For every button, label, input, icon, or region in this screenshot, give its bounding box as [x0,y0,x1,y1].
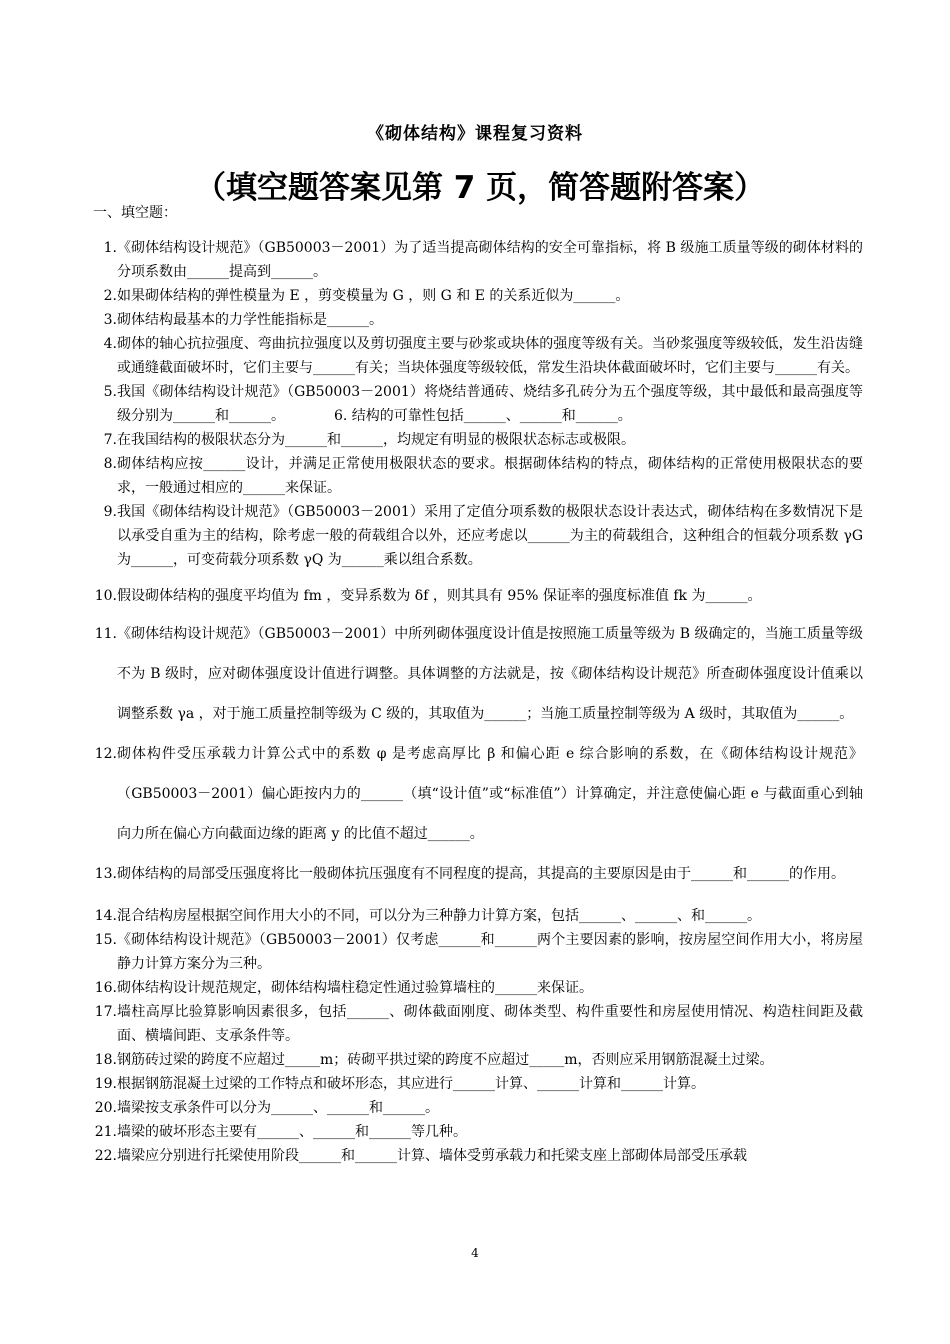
question-number: 9. [103,504,117,520]
question-text: 砌体的轴心抗拉强度、弯曲抗拉强度以及剪切强度主要与砂浆或块体的强度等级有关。当砂浆强度等级较低，发生沿齿缝或通缝截面破坏时，它们主要与______有关；当块体强度等级较低，常发生沿块体截面破坏时，它们主要与______有关。 [117,336,863,376]
question-text: 砌体结构应按______设计，并满足正常使用极限状态的要求。根据砌体结构的特点，砌体结构的正常使用极限状态的要求，一般通过相应的______来保证。 [117,456,863,496]
question-item [93,428,863,452]
question-text: 砌体结构设计规范规定，砌体结构墙柱稳定性通过验算墙柱的______来保证。 [117,980,593,996]
question-item [93,452,863,500]
question-item [93,1000,863,1048]
question-number: 2. [103,288,117,304]
question-number: 17. [94,1004,117,1020]
question-item [93,1120,863,1144]
question-text: 《砌体结构设计规范》（GB50003－2001）为了适当提高砌体结构的安全可靠指标，将 B 级施工质量等级的砌体材料的分项系数由______提高到______。 [117,240,863,280]
question-text: 砌体结构的局部受压强度将比一般砌体抗压强度有不同程度的提高，其提高的主要原因是由于______和______的作用。 [117,866,845,882]
question-item [93,1072,863,1096]
question-item [93,1144,863,1168]
question-item [93,614,863,734]
question-number: 19. [94,1076,117,1092]
question-number: 21. [94,1124,117,1140]
question-text: 如果砌体结构的弹性模量为 E ，剪变模量为 G ，则 G 和 E 的关系近似为______。 [117,288,630,304]
question-number: 15. [94,932,117,948]
page-number: 4 [471,1246,479,1260]
question-number: 4. [103,336,117,352]
question-item [93,308,863,332]
question-item [93,904,863,928]
question-text: 混合结构房屋根据空间作用大小的不同，可以分为三种静力计算方案，包括______、______、和______。 [117,908,761,924]
question-number: 10. [94,588,117,604]
question-item [93,578,863,614]
question-item [93,1096,863,1120]
question-item [93,284,863,308]
question-item [93,332,863,380]
question-number: 7. [103,432,117,448]
question-text: 钢筋砖过梁的跨度不应超过_____m；砖砌平拱过梁的跨度不应超过_____m，否则应采用钢筋混凝土过梁。 [117,1052,774,1068]
question-number: 20. [94,1100,117,1116]
question-text: 在我国结构的极限状态分为______和______，均规定有明显的极限状态标志或极限。 [117,432,635,448]
question-number: 14. [94,908,117,924]
question-text: 我国《砌体结构设计规范》（GB50003－2001）将烧结普通砖、烧结多孔砖分为五个强度等级，其中最低和最高强度等级分别为______和______。 6. 结构的可靠性包括______、______和______。 [117,384,863,424]
question-text: 我国《砌体结构设计规范》（GB50003－2001）采用了定值分项系数的极限状态设计表达式，砌体结构在多数情况下是以承受自重为主的结构，除考虑一般的荷载组合以外，还应考虑以______为主的荷载组合，这种组合的恒载分项系数 γG 为______，可变荷载分项系数 γQ 为______乘以组合系数。 [117,504,863,568]
question-list [93,236,863,1168]
question-text: 墙梁的破坏形态主要有______、______和______等几种。 [117,1124,467,1140]
question-text: 《砌体结构设计规范》（GB50003－2001）中所列砌体强度设计值是按照施工质量等级为 B 级确定的，当施工质量等级不为 B 级时，应对砌体强度设计值进行调整。具体调整的方法就是，按《砌体结构设计规范》所查砌体强度设计值乘以调整系数 γa ，对于施工质量控制等级为 C 级的，其取值为______；当施工质量控制等级为 A 级时，其取值为______。 [117,626,863,722]
question-text: 墙柱高厚比验算影响因素很多，包括______、砌体截面刚度、砌体类型、构件重要性和房屋使用情况、构造柱间距及截面、横墙间距、支承条件等。 [117,1004,863,1044]
question-text: 假设砌体结构的强度平均值为 fm ，变异系数为 δf ，则其具有 95% 保证率的强度标准值 fk 为______。 [117,588,762,604]
section-heading: 一、填空题： [93,205,177,221]
question-number: 16. [94,980,117,996]
question-number: 1. [103,240,117,256]
question-text: 砌体结构最基本的力学性能指标是______。 [117,312,383,328]
question-text: 墙梁按支承条件可以分为______、______和______。 [117,1100,439,1116]
question-number: 18. [94,1052,117,1068]
question-number: 8. [103,456,117,472]
question-item [93,976,863,1000]
question-number: 3. [103,312,117,328]
question-item [93,1048,863,1072]
question-text: 《砌体结构设计规范》（GB50003－2001）仅考虑______和______两个主要因素的影响，按房屋空间作用大小，将房屋静力计算方案分为三种。 [117,932,863,972]
question-item [93,734,863,854]
question-item [93,928,863,976]
question-number: 5. [103,384,117,400]
question-text: 砌体构件受压承载力计算公式中的系数 φ 是考虑高厚比 β 和偏心距 e 综合影响的系数，在《砌体结构设计规范》（GB50003－2001）偏心距按内力的______（填“设计值”或“标准值”）计算确定，并注意使偏心距 e 与截面重心到轴向力所在偏心方向截面边缘的距离 y 的比值不超过______。 [117,746,863,842]
question-number: 22. [94,1148,117,1164]
question-item [93,380,863,428]
question-item [93,500,863,572]
question-number: 12. [94,746,117,762]
question-text: 墙梁应分别进行托梁使用阶段______和______计算、墙体受剪承载力和托梁支座上部砌体局部受压承载 [117,1148,747,1164]
question-item [93,236,863,284]
question-item [93,854,863,894]
page-title: 《砌体结构》课程复习资料 [367,124,583,144]
question-number: 13. [94,866,117,882]
page-subtitle: （填空题答案见第 7 页，简答题附答案） [195,170,766,206]
question-number: 11. [94,626,117,642]
question-text: 根据钢筋混凝土过梁的工作特点和破坏形态，其应进行______计算、______计算和______计算。 [117,1076,705,1092]
